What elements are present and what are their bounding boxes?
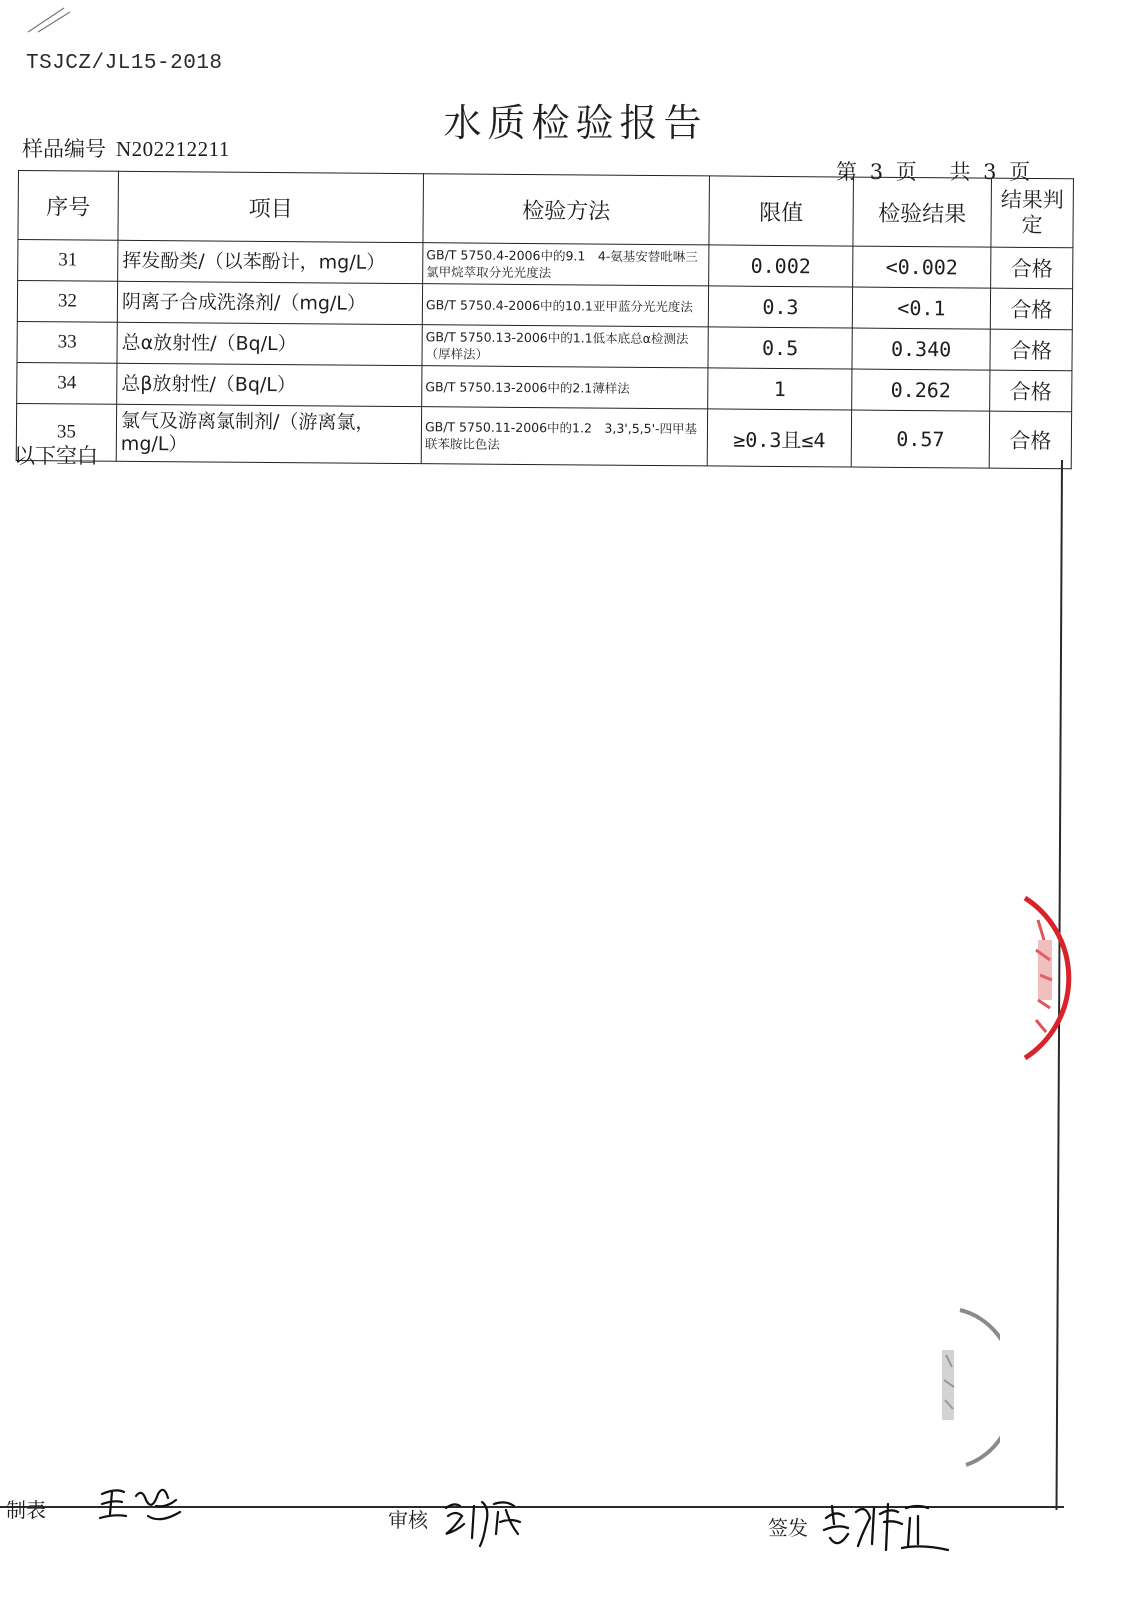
cell-result: 0.340 — [852, 328, 990, 370]
cell-limit: 1 — [708, 368, 852, 410]
cell-judgement: 合格 — [989, 411, 1071, 469]
maker-signature — [96, 1478, 191, 1528]
cell-item: 阴离子合成洗涤剂/（mg/L） — [117, 281, 422, 324]
cell-no: 31 — [18, 240, 118, 282]
cell-limit: 0.002 — [709, 245, 853, 287]
cell-no: 32 — [17, 281, 117, 323]
cell-no: 34 — [17, 362, 117, 404]
document-code: TSJCZ/JL15-2018 — [26, 52, 223, 75]
header-limit: 限值 — [709, 176, 854, 246]
cell-result: <0.002 — [853, 246, 991, 288]
header-judgement: 结果判定 — [991, 178, 1074, 248]
cell-judgement: 合格 — [990, 329, 1072, 371]
results-table — [16, 170, 1074, 469]
cell-method: GB/T 5750.13-2006中的1.1低本底总α检测法（厚样法） — [422, 325, 708, 368]
sample-number-value: N202212211 — [116, 137, 230, 161]
corner-mark — [24, 4, 84, 34]
cell-result: <0.1 — [852, 287, 990, 329]
page-current: 3 — [869, 160, 884, 184]
cell-method: GB/T 5750.11-2006中的1.2 3,3',5,5'-四甲基联苯胺比色法 — [421, 407, 707, 466]
cell-limit: 0.5 — [708, 327, 852, 369]
header-item: 项目 — [118, 171, 424, 242]
reviewer-signature — [440, 1494, 530, 1554]
reviewer-label: 审核 — [388, 1508, 428, 1532]
blank-below-note: 以下空白 — [14, 444, 98, 468]
cell-judgement: 合格 — [991, 247, 1073, 289]
sample-number-label: 样品编号 — [22, 137, 106, 161]
table-header-row — [18, 171, 1074, 248]
cell-result: 0.57 — [851, 410, 989, 468]
cell-limit: ≥0.3且≤4 — [707, 409, 851, 467]
table-row — [16, 403, 1071, 468]
cell-judgement: 合格 — [990, 288, 1072, 330]
issuer-label: 签发 — [768, 1516, 808, 1540]
page-total: 3 — [983, 160, 997, 184]
cell-result: 0.262 — [852, 369, 990, 411]
header-method: 检验方法 — [423, 174, 710, 245]
sample-number — [22, 133, 230, 163]
cell-method: GB/T 5750.4-2006中的9.1 4-氨基安替吡啉三氯甲烷萃取分光光度法 — [423, 243, 709, 286]
cell-no: 35 — [16, 403, 116, 461]
header-no: 序号 — [18, 171, 119, 241]
report-title: 水质检验报告 — [443, 101, 708, 145]
cell-item: 挥发酚类/（以苯酚计，mg/L） — [118, 240, 423, 283]
header-result: 检验结果 — [853, 177, 992, 247]
cell-item: 总β放射性/（Bq/L） — [117, 363, 422, 406]
cell-method: GB/T 5750.4-2006中的10.1亚甲蓝分光光度法 — [422, 284, 708, 327]
cell-limit: 0.3 — [708, 286, 852, 328]
cell-no: 33 — [17, 321, 117, 363]
cell-method: GB/T 5750.13-2006中的2.1薄样法 — [422, 366, 708, 409]
page-indicator: 第 3 页 共 3 页 — [836, 160, 1031, 184]
faded-seal-stamp — [930, 1305, 1000, 1475]
cell-item: 总α放射性/（Bq/L） — [117, 322, 422, 365]
cell-judgement: 合格 — [990, 370, 1072, 412]
issuer-signature — [818, 1494, 958, 1564]
cell-item: 氯气及游离氯制剂/（游离氯，mg/L） — [116, 404, 421, 463]
red-seal-stamp — [1010, 880, 1121, 1080]
maker-label: 制表 — [6, 1498, 46, 1522]
